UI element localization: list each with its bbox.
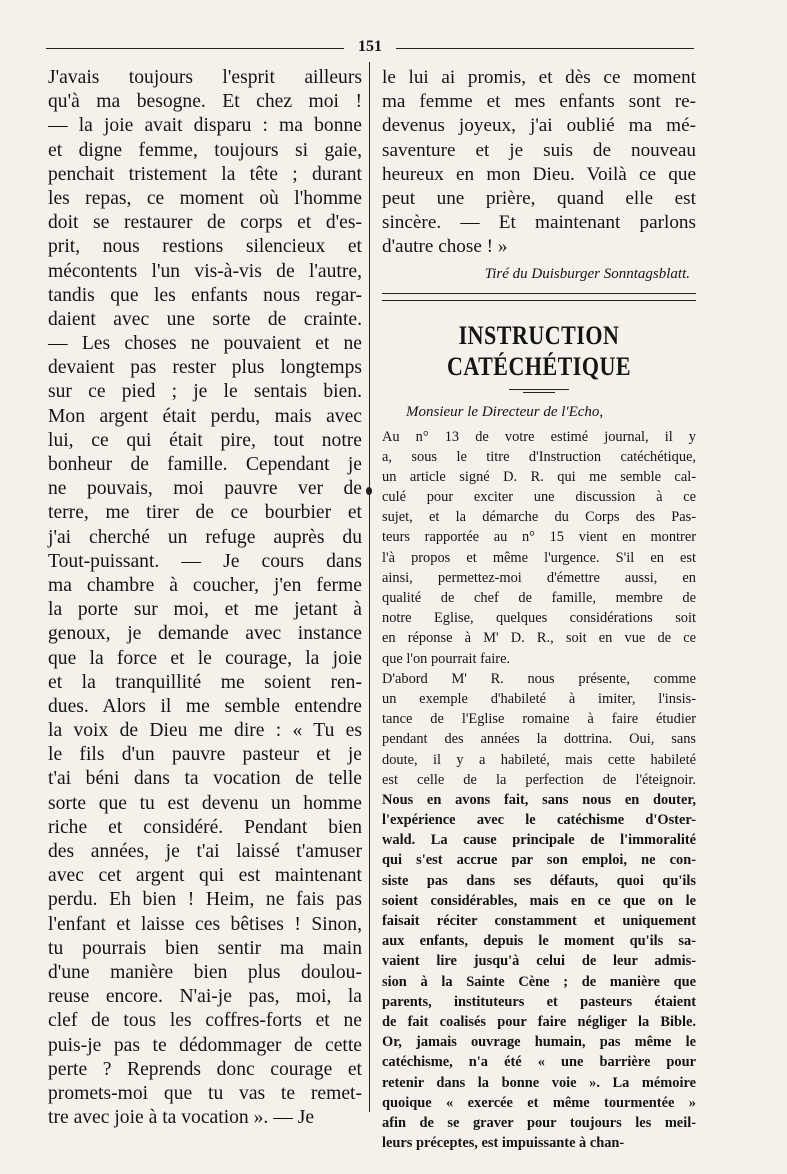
page-number: 151 <box>358 38 382 55</box>
text-line: la porte sur moi, et me jetant à <box>48 599 362 621</box>
text-line: que l'on pourrait faire. <box>382 650 511 667</box>
text-line: l'enfant et laisse ces bêtises ! Sinon, <box>48 913 362 935</box>
text-line: un article signé D. R. qui me semble cal- <box>382 468 696 485</box>
text-line: aux enfants, depuis le moment qu'ils sa- <box>382 933 696 950</box>
text-line: qualité de chef de famille, membre de <box>382 590 696 606</box>
right-column <box>382 66 696 1153</box>
title-ornament <box>509 389 569 394</box>
text-line: wald. La cause principale de l'immoralité <box>382 832 696 849</box>
letter-body <box>382 427 696 1154</box>
text-line: leurs préceptes, est impuissante à chan- <box>382 1135 625 1152</box>
letter-salutation: Monsieur le Directeur de l'Echo, <box>406 403 604 420</box>
text-line: tu pourrais bien sentir ma main <box>48 937 362 959</box>
text-line: soient considérables, mais en ce que on le <box>382 892 696 909</box>
text-line: riche et considéré. Pendant bien <box>48 816 362 838</box>
text-line: de fait coalisés pour faire négliger la Bible. <box>382 1013 696 1030</box>
text-line: Or, jamais ouvrage humain, pas même le <box>382 1034 696 1051</box>
text-line: d'une manière bien plus doulou- <box>48 961 362 983</box>
text-line: ne pouvais, moi pauvre ver de <box>48 478 362 500</box>
text-line: J'avais toujours l'esprit ailleurs <box>48 67 362 88</box>
text-line: Nous en avons fait, sans nous en douter, <box>382 791 696 808</box>
text-line: qu'à ma besogne. Et chez moi ! <box>48 91 362 113</box>
text-line: siste pas dans ses défauts, quoi qu'ils <box>382 872 696 889</box>
text-line: ma femme et mes enfants sont re- <box>382 91 696 113</box>
text-line: sur ce pied ; je le sentais bien. <box>48 381 362 403</box>
text-line: l'à propos et même l'urgence. S'il en est <box>382 549 696 566</box>
text-line: Au n° 13 de votre estimé journal, il y <box>382 428 696 445</box>
text-line: le lui ai promis, et dès ce moment <box>382 67 696 88</box>
text-line: doit se restaurer de corps et d'es- <box>48 212 362 234</box>
text-line: j'ai cherché un refuge auprès du <box>48 526 362 548</box>
text-line: daient avec une sorte de crainte. <box>48 308 362 330</box>
text-line: clef de tous les coffres-forts et ne <box>48 1010 362 1032</box>
text-line: genoux, je demande avec instance <box>48 623 362 645</box>
page-header <box>46 38 694 58</box>
text-line: qui s'est accrue par son emploi, ne con- <box>382 852 696 869</box>
source-credit: Tiré du Duisburger Sonntagsblatt. <box>484 265 690 282</box>
text-line: que la force et le courage, la joie <box>48 647 362 669</box>
text-line: bonheur de famille. Cependant je <box>48 454 362 475</box>
text-line: faisait réciter constamment et uniquement <box>382 913 696 929</box>
text-line: sujet, et la démarche du Corps des Pas- <box>382 509 696 526</box>
text-line: — la joie avait disparu : ma bonne <box>48 115 362 137</box>
text-line: afin de se graver pour toujours les meil- <box>382 1114 696 1131</box>
text-line: d'autre chose ! » <box>382 236 508 258</box>
text-line: notre Eglise, quelques considérations soit <box>382 610 696 627</box>
section-separator <box>382 293 696 301</box>
text-line: D'abord M' R. nous présente, comme <box>382 670 696 687</box>
text-line: mécontents l'un vis-à-vis de l'autre, <box>48 260 362 282</box>
text-line: sorte que tu est devenu un homme <box>48 792 362 814</box>
text-line: sincère. — Et maintenant parlons <box>382 212 696 234</box>
column-divider <box>369 62 370 1112</box>
left-column <box>48 66 362 1130</box>
header-rule-left <box>46 48 344 49</box>
text-line: des années, je t'ai laissé t'amuser <box>48 841 362 862</box>
text-line: avec cet argent qui est maintenant <box>48 865 362 887</box>
text-line: ma chambre à coucher, j'en ferme <box>48 574 362 596</box>
text-line: et digne femme, toujours si gaie, <box>48 139 362 161</box>
text-line: pendant des années la dottrina. Oui, sans <box>382 731 696 748</box>
text-line: devaient pas rester plus longtemps <box>48 357 362 379</box>
text-line: la voix de Dieu me dire : « Tu es <box>48 720 362 742</box>
text-line: Tout-puissant. — Je cours dans <box>48 550 362 572</box>
text-line: sion à la Sainte Cène ; de manière que <box>382 973 696 990</box>
text-line: est celle de la perfection de l'éteignoir. <box>382 771 696 788</box>
text-line: en réponse à M' D. R., soit en vue de ce <box>382 630 696 647</box>
text-line: teurs rapportée au n° 15 vient en montrer <box>382 529 696 546</box>
text-line: et la tranquillité me soient ren- <box>48 671 362 693</box>
text-line: tre avec joie à ta vocation ». — Je <box>48 1107 315 1129</box>
text-line: tandis que les enfants nous regar- <box>48 284 362 306</box>
text-line: perte ? Reprends donc courage et <box>48 1058 362 1080</box>
text-line: peut une prière, quand elle est <box>382 187 696 209</box>
text-line: a, sous le titre d'Instruction catéchétique, <box>382 448 696 465</box>
text-line: retenir dans la bonne voie ». La mémoire <box>382 1074 696 1091</box>
text-line: catéchisme, n'a été « une barrière pour <box>382 1054 696 1071</box>
text-line: ainsi, permettez-moi d'émettre aussi, en <box>382 569 696 586</box>
text-line: saventure et je suis de nouveau <box>382 139 696 161</box>
text-line: terre, me tirer de ce bourbier et <box>48 502 362 524</box>
text-line: les repas, ce moment où l'homme <box>48 187 362 209</box>
text-line: dues. Alors il me semble entendre <box>48 695 362 717</box>
text-line: quoique « exercée et même tourmentée » <box>382 1094 696 1111</box>
text-line: heureux en mon Dieu. Voilà ce que <box>382 163 696 185</box>
ink-spot <box>366 487 372 495</box>
text-line: promets-moi que tu vas te remet- <box>48 1082 362 1104</box>
text-line: lui, ce qui était pire, tout notre <box>48 429 362 451</box>
text-line: penchait tristement la tête ; durant <box>48 163 362 185</box>
text-line: doute, il y a habileté, mais cette habileté <box>382 751 696 768</box>
text-line: prit, nous restions silencieux et <box>48 236 362 258</box>
text-line: parents, instituteurs et pasteurs étaient <box>382 993 696 1010</box>
text-line: le fils d'un pauvre pasteur et je <box>48 744 362 766</box>
text-line: Mon argent était perdu, mais avec <box>48 405 362 427</box>
text-line: t'ai béni dans ta vocation de telle <box>48 768 362 790</box>
text-line: l'expérience avec le catéchisme d'Oster- <box>382 812 696 829</box>
text-line: reuse encore. N'ai-je pas, moi, la <box>48 986 362 1008</box>
text-line: — Les choses ne pouvaient et ne <box>48 333 362 355</box>
text-line: puis-je pas te dédommager de cette <box>48 1034 362 1056</box>
text-line: tance de l'Eglise romaine à faire étudier <box>382 711 696 728</box>
section-title: INSTRUCTION CATÉCHÉTIQUE <box>446 319 632 381</box>
text-line: un exemple d'habileté à imiter, l'insis- <box>382 690 696 707</box>
text-line: culé pour exciter une discussion à ce <box>382 489 696 506</box>
text-line: devenus joyeux, j'ai oublié ma mé- <box>382 115 696 137</box>
story-ending <box>382 66 696 260</box>
header-rule-right <box>396 48 694 49</box>
text-line: vaient lire jusqu'à celui de leur admis- <box>382 953 696 970</box>
text-line: perdu. Eh bien ! Heim, ne fais pas <box>48 889 362 911</box>
